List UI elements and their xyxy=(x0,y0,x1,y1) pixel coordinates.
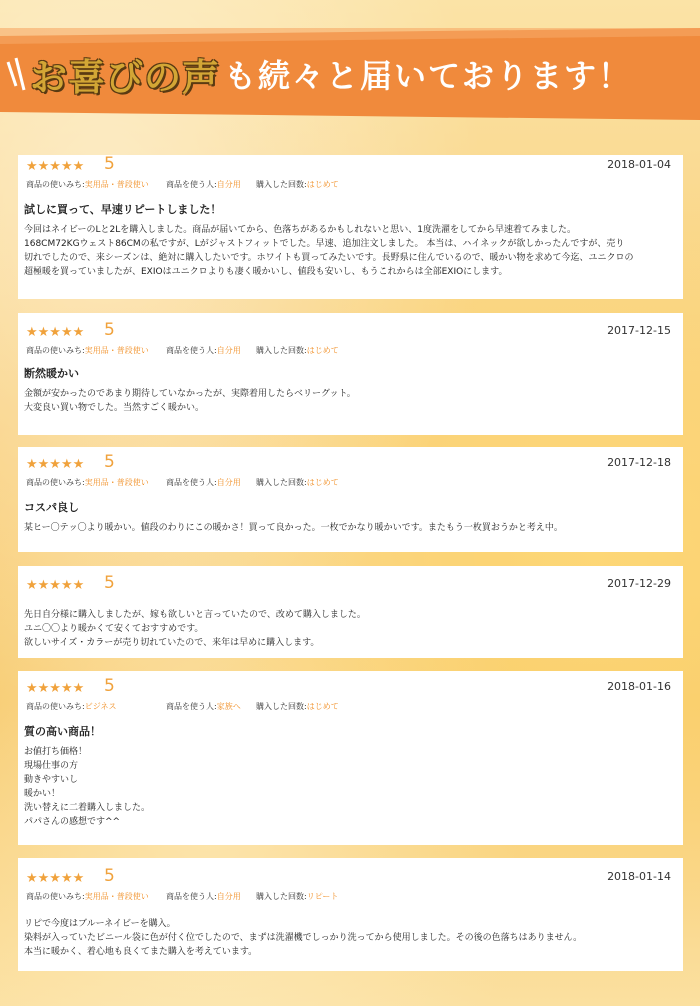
meta-user-value: 自分用 xyxy=(216,346,241,355)
meta-use-value: ビジネス xyxy=(84,702,117,711)
review-score: 5 xyxy=(104,866,115,886)
review-date: 2017-12-18 xyxy=(607,456,671,469)
meta-use-value: 実用品・普段使い xyxy=(84,478,149,487)
review-date: 2017-12-29 xyxy=(607,577,671,590)
review-date: 2017-12-15 xyxy=(607,324,671,337)
review-card xyxy=(18,155,683,299)
review-score: 5 xyxy=(104,320,115,340)
review-title: 断然暖かい xyxy=(24,367,79,380)
review-body: リピで今度はブルーネイビーを購入。 染料が入っていたビニール袋に色が付く位でしたので、まずは洗濯機でしっかり洗ってから使用しました。その後の色落ちはありません。 本当に暖かく、着心地も良くてまた購入を考えています。 xyxy=(24,919,583,957)
meta-times-value: リピート xyxy=(306,892,339,901)
review-body: お値打ち価格！ 現場仕事の方 動きやすいし 暖かい！ 洗い替えに二着購入しました。 パパさんの感想です^^ xyxy=(24,747,151,827)
review-meta: 商品の使いみち:実用品・普段使い 商品を使う人:自分用 購入した回数:はじめて xyxy=(26,180,339,189)
review-date: 2018-01-04 xyxy=(607,158,671,171)
review-score: 5 xyxy=(104,154,115,174)
title-banner xyxy=(0,28,700,120)
review-score: 5 xyxy=(104,452,115,472)
meta-use-value: 実用品・普段使い xyxy=(84,180,149,189)
review-title: 質の高い商品！ xyxy=(24,725,101,738)
meta-user-value: 自分用 xyxy=(216,180,241,189)
star-rating-icon: ★★★★★ xyxy=(26,681,85,696)
meta-user-value: 自分用 xyxy=(216,892,241,901)
review-meta: 商品の使いみち:実用品・普段使い 商品を使う人:自分用 購入した回数:リピート xyxy=(26,892,339,901)
meta-times-value: はじめて xyxy=(306,346,339,355)
review-meta: 商品の使いみち:実用品・普段使い 商品を使う人:自分用 購入した回数:はじめて xyxy=(26,478,339,487)
banner-title-rest: も続々と届いております！ xyxy=(224,57,633,95)
review-score: 5 xyxy=(104,676,115,696)
star-rating-icon: ★★★★★ xyxy=(26,871,85,886)
meta-user-value: 家族へ xyxy=(216,702,241,711)
review-meta: 商品の使いみち:ビジネス 商品を使う人:家族へ 購入した回数:はじめて xyxy=(26,702,339,711)
review-card xyxy=(18,858,683,971)
star-rating-icon: ★★★★★ xyxy=(26,159,85,174)
review-card xyxy=(18,313,683,435)
star-rating-icon: ★★★★★ xyxy=(26,325,85,340)
banner-heading xyxy=(30,46,632,102)
meta-use-value: 実用品・普段使い xyxy=(84,892,149,901)
review-date: 2018-01-14 xyxy=(607,870,671,883)
review-body: 今回はネイビーのLと2Lを購入しました。商品が届いてから、色落ちがあるかもしれないと思い、1度洗濯をしてから早速着てみました。 168CM72KGウェスト86CMの私ですが、Lがジャストフィットでした。早速、追加注文しました。 本当は、ハイネックが欲しかったんですが、売り 切れでしたので、来シーズンは、絶対に購入したいです。ホワイトも買ってみたいです。長野県に住んでいるので、暖かい物を求めて今迄、ユニクロの 超極暖を買っていましたが、EXIOはユニクロよりも凄く暖かいし、値段も安いし、もうこれからは全部EXIOにします。 xyxy=(24,225,634,277)
review-body: 某ヒー〇テッ〇より暖かい。値段のわりにこの暖かさ！買って良かった。一枚でかなり暖かいです。またもう一枚買おうかと考え中。 xyxy=(24,523,563,533)
review-meta: 商品の使いみち:実用品・普段使い 商品を使う人:自分用 購入した回数:はじめて xyxy=(26,346,339,355)
meta-times-value: はじめて xyxy=(306,478,339,487)
meta-user-value: 自分用 xyxy=(216,478,241,487)
review-score: 5 xyxy=(104,573,115,593)
review-date: 2018-01-16 xyxy=(607,680,671,693)
meta-use-value: 実用品・普段使い xyxy=(84,346,149,355)
star-rating-icon: ★★★★★ xyxy=(26,578,85,593)
review-body: 金額が安かったのであまり期待していなかったが、実際着用したらベリーグット。 大変良い買い物でした。当然すごく暖かい。 xyxy=(24,389,356,413)
review-title: 試しに買って、早速リピートしました！ xyxy=(24,203,222,216)
meta-times-value: はじめて xyxy=(306,702,339,711)
star-rating-icon: ★★★★★ xyxy=(26,457,85,472)
banner-title-highlight: お喜びの声 xyxy=(30,56,220,99)
review-title: コスパ良し xyxy=(24,501,79,514)
meta-times-value: はじめて xyxy=(306,180,339,189)
review-card xyxy=(18,671,683,845)
review-card xyxy=(18,566,683,658)
review-body: 先日自分様に購入しましたが、嫁も欲しいと言っていたので、改めて購入しました。 ユニ〇〇より暖かくて安くておすすめです。 欲しいサイズ・カラーが売り切れていたので、来年は早めに購入します。 xyxy=(24,610,366,648)
review-card xyxy=(18,447,683,552)
